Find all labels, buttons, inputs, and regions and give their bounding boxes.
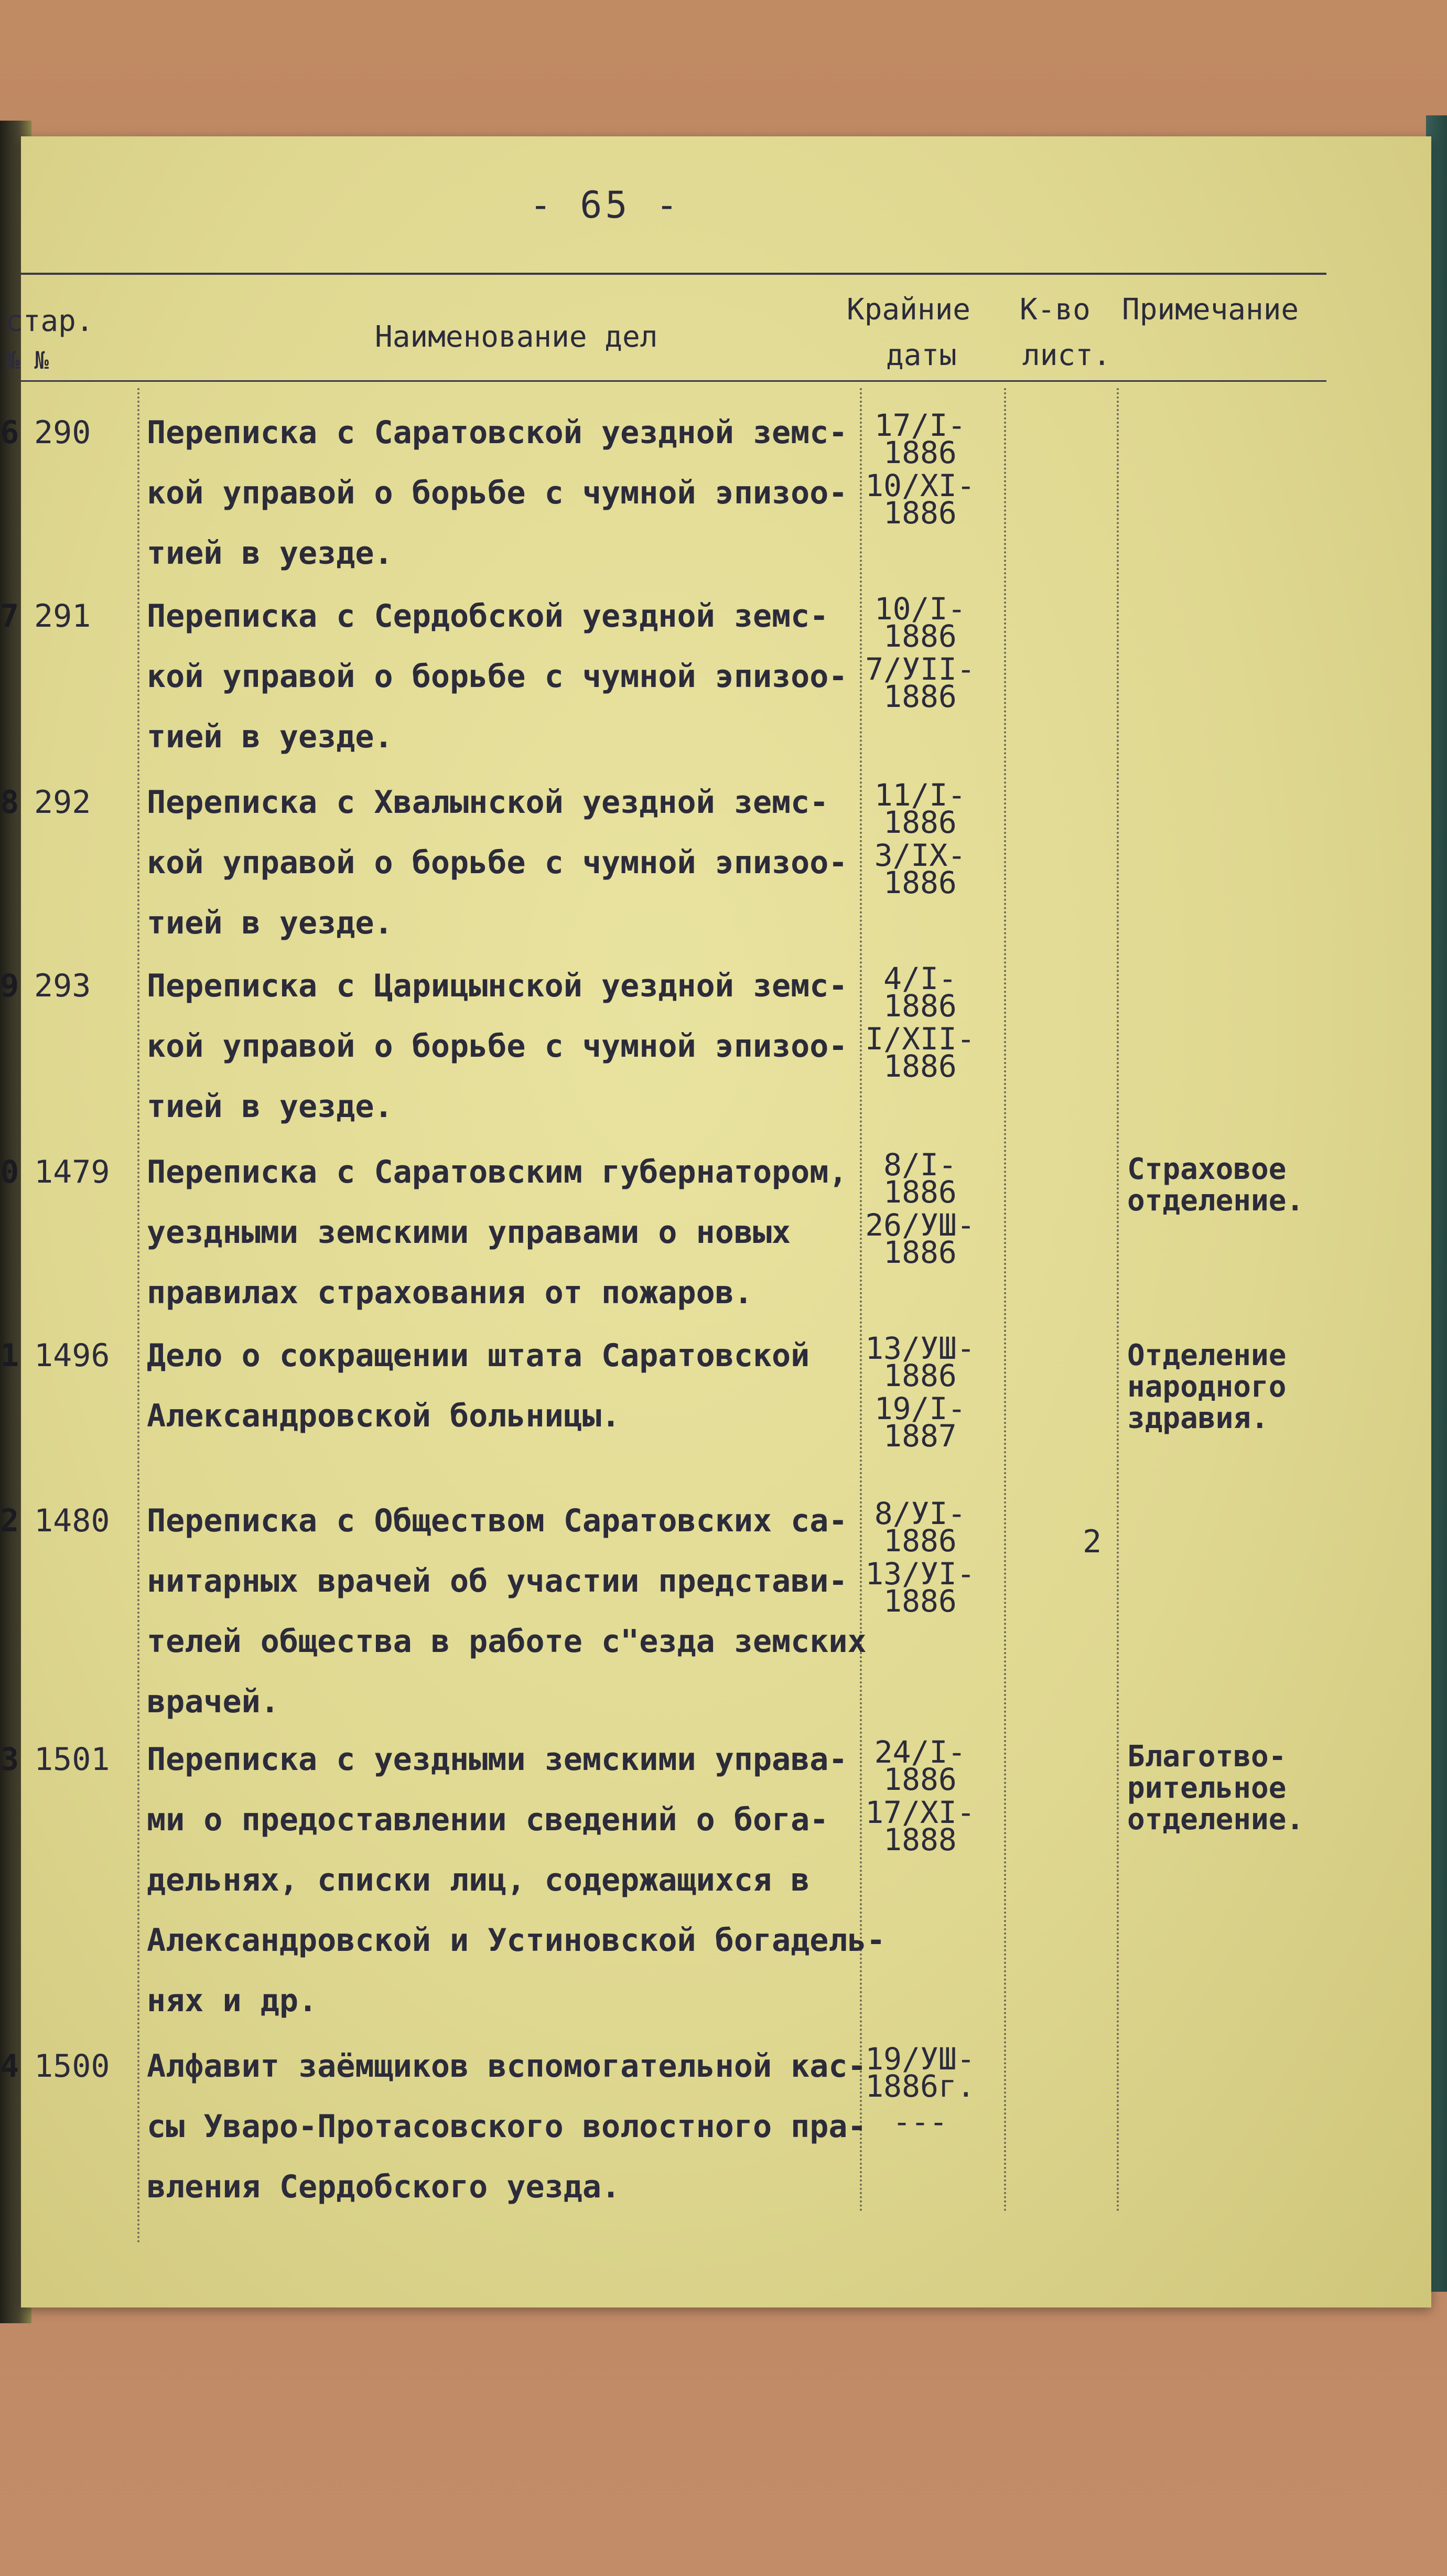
date-start: 8/I- 1886: [883, 1147, 957, 1210]
old-number: 1479: [34, 1154, 110, 1190]
date-end: 7/УII- 1886: [865, 651, 975, 714]
title-line: Алфавит заёмщиков вспомогательной кас-: [147, 2048, 867, 2085]
title-line: Александровской и Устиновской богадель-: [147, 1922, 886, 1959]
date-start: 17/I- 1886: [874, 407, 966, 470]
date-end: 19/I- 1887: [874, 1391, 966, 1454]
title-line: Переписка с Обществом Саратовских са-: [147, 1502, 848, 1539]
date-end: 17/XI- 1888: [865, 1795, 975, 1858]
date-start: 8/УI- 1886: [874, 1496, 966, 1559]
date-start: 4/I- 1886: [883, 961, 957, 1024]
margin-number: 9: [0, 968, 19, 1004]
header-col-count: К-во: [1020, 293, 1090, 327]
title-line: нях и др.: [147, 1982, 318, 2019]
title-line: ми о предоставлении сведений о бога-: [147, 1801, 829, 1838]
title-line: Переписка с Саратовской уездной земс-: [147, 414, 848, 451]
title-line: сы Уваро-Протасовского волостного пра-: [147, 2108, 867, 2145]
margin-number: 8: [0, 784, 19, 821]
header-col-count-sub: лист.: [1022, 338, 1111, 372]
title-line: тией в уезде.: [147, 718, 393, 755]
date-end: 26/УШ- 1886: [865, 1207, 975, 1270]
note: Страховое отделение.: [1127, 1152, 1304, 1218]
header-col-old-sub: № №: [5, 346, 49, 374]
date-start: 24/I- 1886: [874, 1734, 966, 1797]
header-col-old: стар.: [5, 304, 94, 338]
title-line: дельнях, списки лиц, содержащихся в: [147, 1862, 810, 1898]
date-start: 10/I- 1886: [874, 591, 966, 654]
old-number: 1500: [34, 2048, 110, 2085]
header-bottom-rule: [21, 380, 1326, 382]
date-end: ---: [892, 2104, 948, 2140]
title-line: уездными земскими управами о новых: [147, 1214, 791, 1251]
title-line: тией в уезде.: [147, 535, 393, 572]
title-line: Александровской больницы.: [147, 1398, 621, 1434]
date-end: 3/IX- 1886: [874, 838, 966, 900]
title-line: Переписка с уездными земскими управа-: [147, 1741, 848, 1778]
title-line: тией в уезде.: [147, 905, 393, 941]
title-line: кой управой о борьбе с чумной эпизоо-: [147, 475, 848, 511]
margin-number: 6: [0, 414, 19, 451]
date-end: 13/УI- 1886: [865, 1556, 975, 1619]
title-line: кой управой о борьбе с чумной эпизоо-: [147, 1028, 848, 1065]
margin-number: 1: [0, 1337, 19, 1374]
header-col-notes: Примечание: [1122, 293, 1299, 327]
note: Благотво- рительное отделение.: [1127, 1740, 1304, 1837]
title-line: Переписка с Саратовским губернатором,: [147, 1154, 848, 1190]
title-line: кой управой о борьбе с чумной эпизоо-: [147, 844, 848, 881]
column-divider-3: [1004, 388, 1006, 2213]
title-line: Переписка с Царицынской уездной земс-: [147, 968, 848, 1004]
title-line: врачей.: [147, 1683, 279, 1720]
title-line: правилах страхования от пожаров.: [147, 1274, 753, 1311]
header-col-title: Наименование дел: [375, 320, 658, 354]
title-line: Переписка с Хвалынской уездной земс-: [147, 784, 829, 821]
header-top-rule: [21, 273, 1326, 275]
note: Отделение народного здравия.: [1127, 1338, 1287, 1435]
sheet-count: 2: [1083, 1523, 1102, 1560]
date-start: 19/УШ- 1886г.: [865, 2041, 975, 2104]
title-line: кой управой о борьбе с чумной эпизоо-: [147, 658, 848, 695]
title-line: тией в уезде.: [147, 1088, 393, 1125]
column-divider-1: [137, 388, 139, 2245]
old-number: 1480: [34, 1502, 110, 1539]
old-number: 290: [34, 414, 91, 451]
title-line: Дело о сокращении штата Саратовской: [147, 1337, 810, 1374]
title-line: телей общества в работе с"езда земских: [147, 1623, 867, 1660]
margin-number: 0: [0, 1154, 19, 1190]
margin-number: 7: [0, 598, 19, 635]
date-end: I/XII- 1886: [865, 1021, 975, 1084]
title-line: вления Сердобского уезда.: [147, 2169, 621, 2205]
old-number: 291: [34, 598, 91, 635]
date-start: 11/I- 1886: [874, 777, 966, 840]
column-divider-4: [1117, 388, 1119, 2213]
header-col-dates-sub: даты: [886, 338, 957, 372]
page-number: - 65 -: [530, 184, 681, 227]
header-col-dates: Крайние: [847, 293, 971, 327]
title-line: Переписка с Сердобской уездной земс-: [147, 598, 829, 635]
date-start: 13/УШ- 1886: [865, 1330, 975, 1393]
margin-number: 4: [0, 2048, 19, 2085]
old-number: 1496: [34, 1337, 110, 1374]
date-end: 10/XI- 1886: [865, 468, 975, 531]
margin-number: 2: [0, 1502, 19, 1539]
old-number: 292: [34, 784, 91, 821]
title-line: нитарных врачей об участии представи-: [147, 1563, 848, 1600]
margin-number: 3: [0, 1741, 19, 1778]
old-number: 1501: [34, 1741, 110, 1778]
old-number: 293: [34, 968, 91, 1004]
